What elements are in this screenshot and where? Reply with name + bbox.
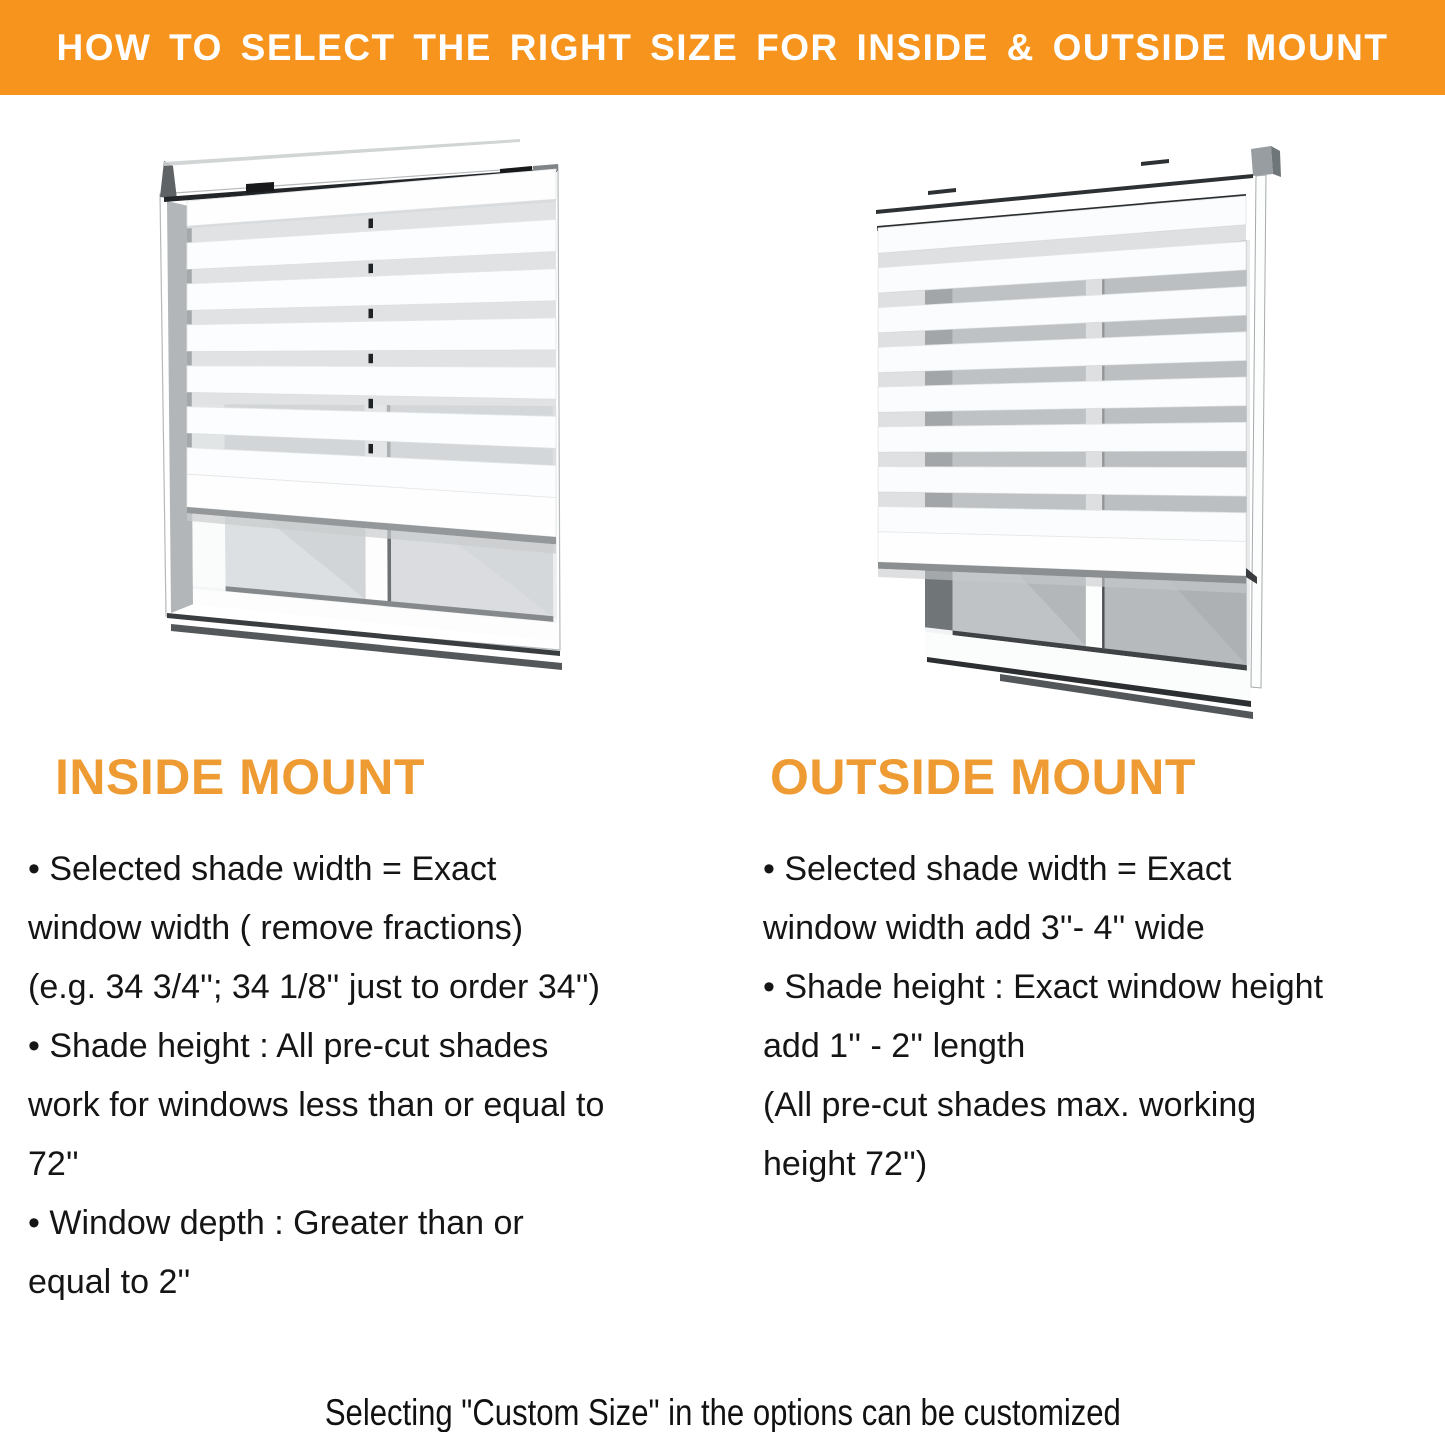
text-line: • Selected shade width = Exact xyxy=(28,850,497,888)
text-line: add 1'' - 2'' length xyxy=(763,1027,1026,1065)
text-line: window width add 3''- 4'' wide xyxy=(763,909,1205,947)
outside-mount-heading: OUTSIDE MOUNT xyxy=(770,749,1196,805)
text-line: • Window depth : Greater than or xyxy=(28,1204,524,1242)
text-line: work for windows less than or equal to xyxy=(28,1086,605,1124)
custom-size-note: Selecting "Custom Size" in the options can be customized xyxy=(324,1392,1121,1432)
text-line: height 72'') xyxy=(763,1145,928,1183)
text-line: • Shade height : All pre-cut shades xyxy=(28,1027,549,1065)
inside-mount-instructions xyxy=(28,840,733,1312)
inside-mount-heading: INSIDE MOUNT xyxy=(55,749,425,805)
text-line: • Selected shade width = Exact xyxy=(763,850,1232,888)
inside-mount-window-illustration xyxy=(160,139,562,670)
text-line: (All pre-cut shades max. working xyxy=(763,1086,1257,1124)
outside-mount-instructions xyxy=(763,840,1443,1194)
page-title: HOW TO SELECT THE RIGHT SIZE FOR INSIDE & OUTSIDE MOUNT xyxy=(56,26,1389,68)
text-line: 72'' xyxy=(28,1145,79,1183)
text-line: equal to 2'' xyxy=(28,1263,191,1301)
footer-note-row xyxy=(0,1392,1445,1432)
text-line: • Shade height : Exact window height xyxy=(763,968,1324,1006)
text-line: (e.g. 34 3/4''; 34 1/8'' just to order 34'') xyxy=(28,968,600,1006)
text-line: window width ( remove fractions) xyxy=(28,909,524,947)
outside-mount-window-illustration xyxy=(876,146,1281,719)
